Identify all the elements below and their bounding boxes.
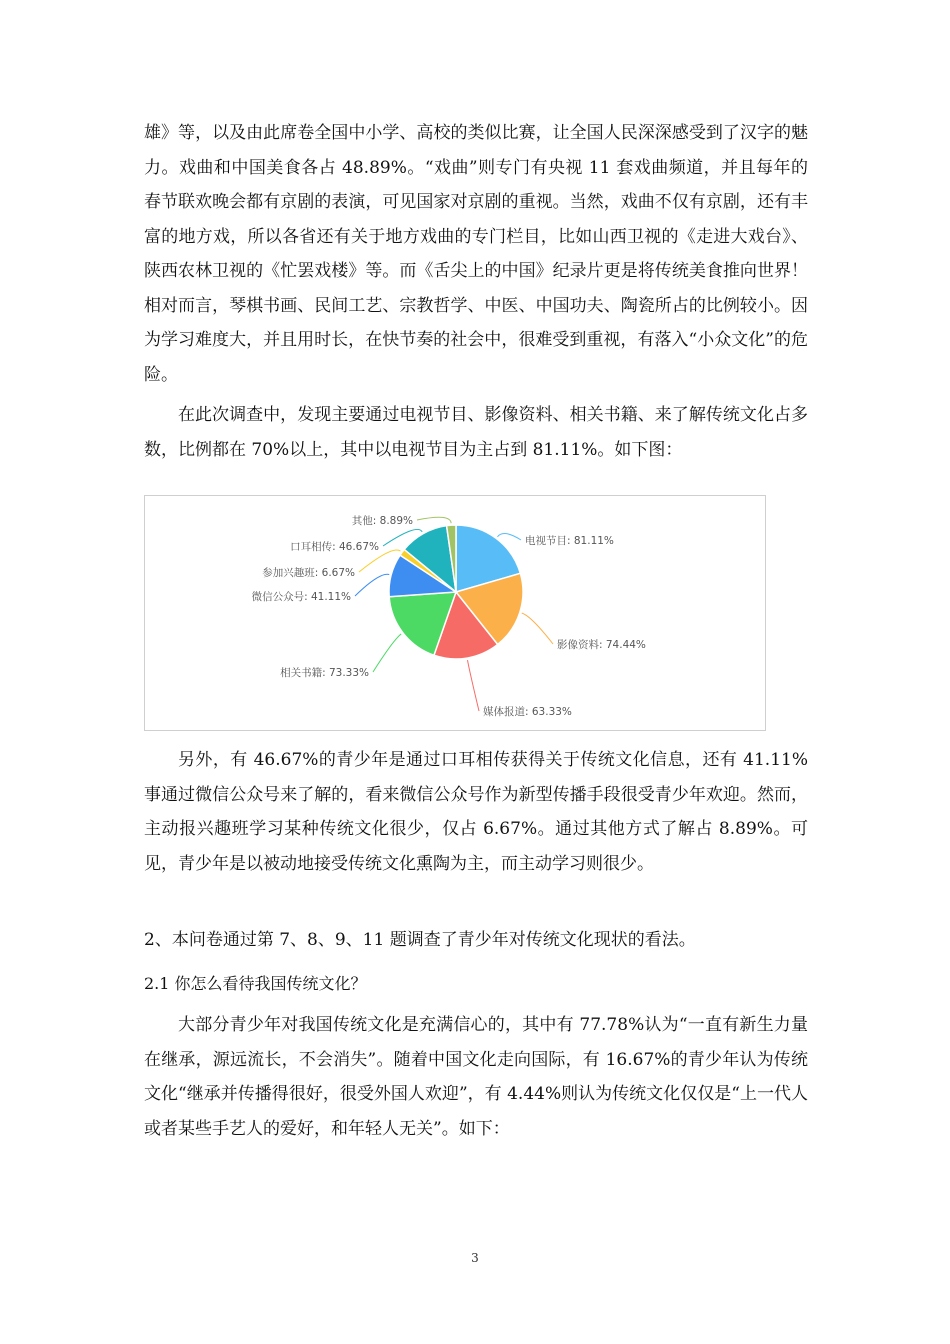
pie-leader-line-3 bbox=[468, 660, 479, 711]
pie-leader-line-1 bbox=[497, 533, 521, 540]
paragraph-survey-channels: 在此次调查中，发现主要通过电视节目、影像资料、相关书籍、来了解传统文化占多数，比例都在 70%以上，其中以电视节目为主占到 81.11%。如下图： bbox=[144, 405, 808, 460]
pie-label-8: 其他: 8.89% bbox=[351, 515, 413, 527]
pie-label-1: 电视节目: 81.11% bbox=[525, 535, 614, 547]
pie-label-4: 相关书籍: 73.33% bbox=[280, 667, 369, 679]
pie-leader-line-4 bbox=[373, 634, 401, 672]
pie-leader-line-2 bbox=[522, 613, 553, 644]
pie-chart bbox=[145, 496, 767, 732]
pie-label-7: 口耳相传: 46.67% bbox=[290, 541, 379, 553]
paragraph-intangible-culture: 雄》等，以及由此席卷全国中小学、高校的类似比赛，让全国人民深深感受到了汉字的魅力。戏曲和中国美食各占 48.89%。“戏曲”则专门有央视 11 套戏曲频道，并且每年的春节联欢晚会都有京剧的表演，可见国家对京剧的重视。当然，戏曲不仅有京剧，还有丰富的地方戏，所以各省还有关于地方戏曲的专门栏目，比如山西卫视的《走进大戏台》、陕西农林卫视的《忙罢戏楼》等。而《舌尖上的中国》纪录片更是将传统美食推向世界！相对而言，琴棋书画、民间工艺、宗教哲学、中医、中国功夫、陶瓷所占的比例较小。因为学习难度大，并且用时长，在快节奏的社会中，很难受到重视，有落入“小众文化”的危险。 bbox=[144, 123, 808, 385]
page-number: 3 bbox=[471, 1251, 479, 1265]
paragraph-confidence: 大部分青少年对我国传统文化是充满信心的，其中有 77.78%认为“一直有新生力量在继承，源远流长，不会消失”。随着中国文化走向国际，有 16.67%的青少年认为传统文化“继承并传播得很好，很受外国人欢迎”，有 4.44%则认为传统文化仅仅是“上一代人或者某些手艺人的爱好，和年轻人无关”。如下： bbox=[144, 1015, 808, 1139]
pie-leader-line-8 bbox=[417, 517, 451, 523]
pie-label-3: 媒体报道: 63.33% bbox=[483, 706, 572, 718]
pie-label-2: 影像资料: 74.44% bbox=[557, 639, 646, 651]
paragraph-other-channels: 另外，有 46.67%的青少年是通过口耳相传获得关于传统文化信息，还有 41.11%事通过微信公众号来了解的，看来微信公众号作为新型传播手段很受青少年欢迎。然而，主动报兴趣班学习某种传统文化很少，仅占 6.67%。通过其他方式了解占 8.89%。可见，青少年是以被动地接受传统文化熏陶为主，而主动学习则很少。 bbox=[144, 750, 808, 874]
pie-label-5: 微信公众号: 41.11% bbox=[251, 591, 351, 603]
pie-leader-line-5 bbox=[355, 574, 389, 596]
pie-label-6: 参加兴趣班: 6.67% bbox=[262, 567, 355, 579]
subsection-heading-2-1: 2.1 你怎么看待我国传统文化？ bbox=[144, 974, 367, 993]
pie-chart-container bbox=[144, 495, 766, 731]
section-heading-2: 2、本问卷通过第 7、8、9、11 题调查了青少年对传统文化现状的看法。 bbox=[144, 930, 696, 950]
